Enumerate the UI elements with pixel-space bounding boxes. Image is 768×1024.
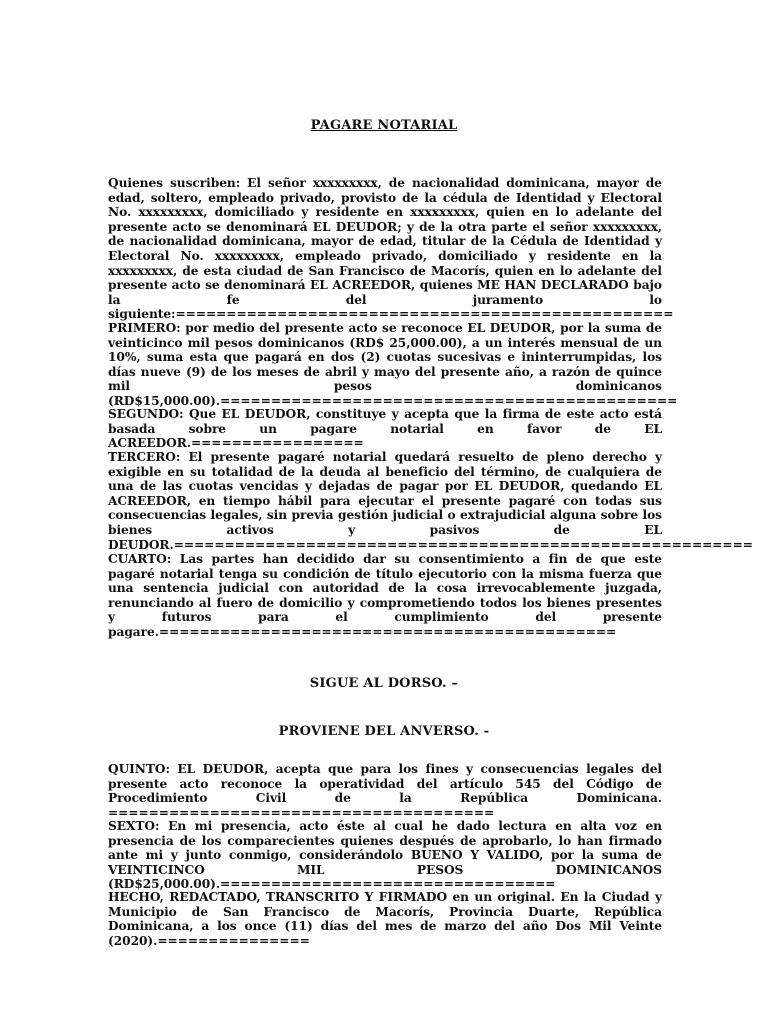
paragraph-sexto: SEXTO: En mi presencia, acto éste al cual he dado lectura en alta voz en presencia de los comparecientes quienes después de aprobarlo, lo han firmado ante mi y junto conmigo, considerándolo BUENO Y VALIDO, por la suma de VEINTICINCO MIL PESOS DOMINICANOS (RD$25,000.00).================================= xyxy=(108,819,662,892)
paragraph-hecho: HECHO, REDACTADO, TRANSCRITO Y FIRMADO en un original. En la Ciudad y Municipio de San Francisco de Macorís, Provincia Duarte, República Dominicana, a los once (11) días del mes de marzo del año Dos Mil Veinte (2020).=============== xyxy=(108,890,662,948)
paragraph-cuarto: CUARTO: Las partes han decidido dar su consentimiento a fin de que este pagaré notarial tenga su condición de título ejecutorio con la misma fuerza que una sentencia judicial con autoridad de la cosa irrevocablemente juzgada, renunciando al fuero de domicilio y comprometiendo todos los bienes presentes y futuros para el cumplimiento del presente pagare.============================================= xyxy=(108,552,662,639)
paragraph-primero: PRIMERO: por medio del presente acto se reconoce EL DEUDOR, por la suma de veinticinco mil pesos dominicanos (RD$ 25,000.00), a un interés mensual de un 10%, suma esta que pagará en dos (2) cuotas sucesivas e ininterrumpidas, los días nueve (9) de los meses de abril y mayo del presente año, a razón de quince mil pesos dominicanos (RD$15,000.00).============================================= xyxy=(108,321,678,408)
paragraph-quienes-suscriben: Quienes suscriben: El señor xxxxxxxxx, de nacionalidad dominicana, mayor de edad, soltero, empleado privado, provisto de la cédula de Identidad y Electoral No. xxxxxxxxx, domiciliado y residente en xxxxxxxxx, quien en lo adelante del presente acto se denominará EL DEUDOR; y de la otra parte el señor xxxxxxxxx, de nacionalidad dominicana, mayor de edad, titular de la Cédula de Identidad y Electoral No. xxxxxxxxx, empleado privado, domiciliado y residente en la xxxxxxxxx, de esta ciudad de San Francisco de Macorís, quien en lo adelante del presente acto se denominará EL ACREEDOR, quienes ME HAN DECLARADO bajo la fe del juramento lo siguiente:================================================= xyxy=(108,176,674,322)
sigue-al-dorso-label: SIGUE AL DORSO. – xyxy=(309,676,459,691)
paragraph-quinto: QUINTO: EL DEUDOR, acepta que para los fines y consecuencias legales del presente acto reconoce la operatividad del artículo 545 del Código de Procedimiento Civil de la República Dominicana. ====================================== xyxy=(108,762,662,820)
paragraph-tercero: TERCERO: El presente pagaré notarial quedará resuelto de pleno derecho y exigible en su totalidad de la deuda al beneficio del término, de cualquiera de una de las cuotas vencidas y dejadas de pagar por EL DEUDOR, quedando EL ACREEDOR, en tiempo hábil para ejecutar el presente pagaré con todas sus consecuencias legales, sin previa gestión judicial o extrajudicial alguna sobre los bienes activos y pasivos de EL DEUDOR.========================================================= xyxy=(108,450,753,552)
paragraph-segundo: SEGUNDO: Que EL DEUDOR, constituye y acepta que la firma de este acto está basada sobre un pagare notarial en favor de EL ACREEDOR.================= xyxy=(108,407,662,451)
proviene-del-anverso-label: PROVIENE DEL ANVERSO. - xyxy=(278,724,490,739)
document-title: PAGARE NOTARIAL xyxy=(310,118,458,133)
